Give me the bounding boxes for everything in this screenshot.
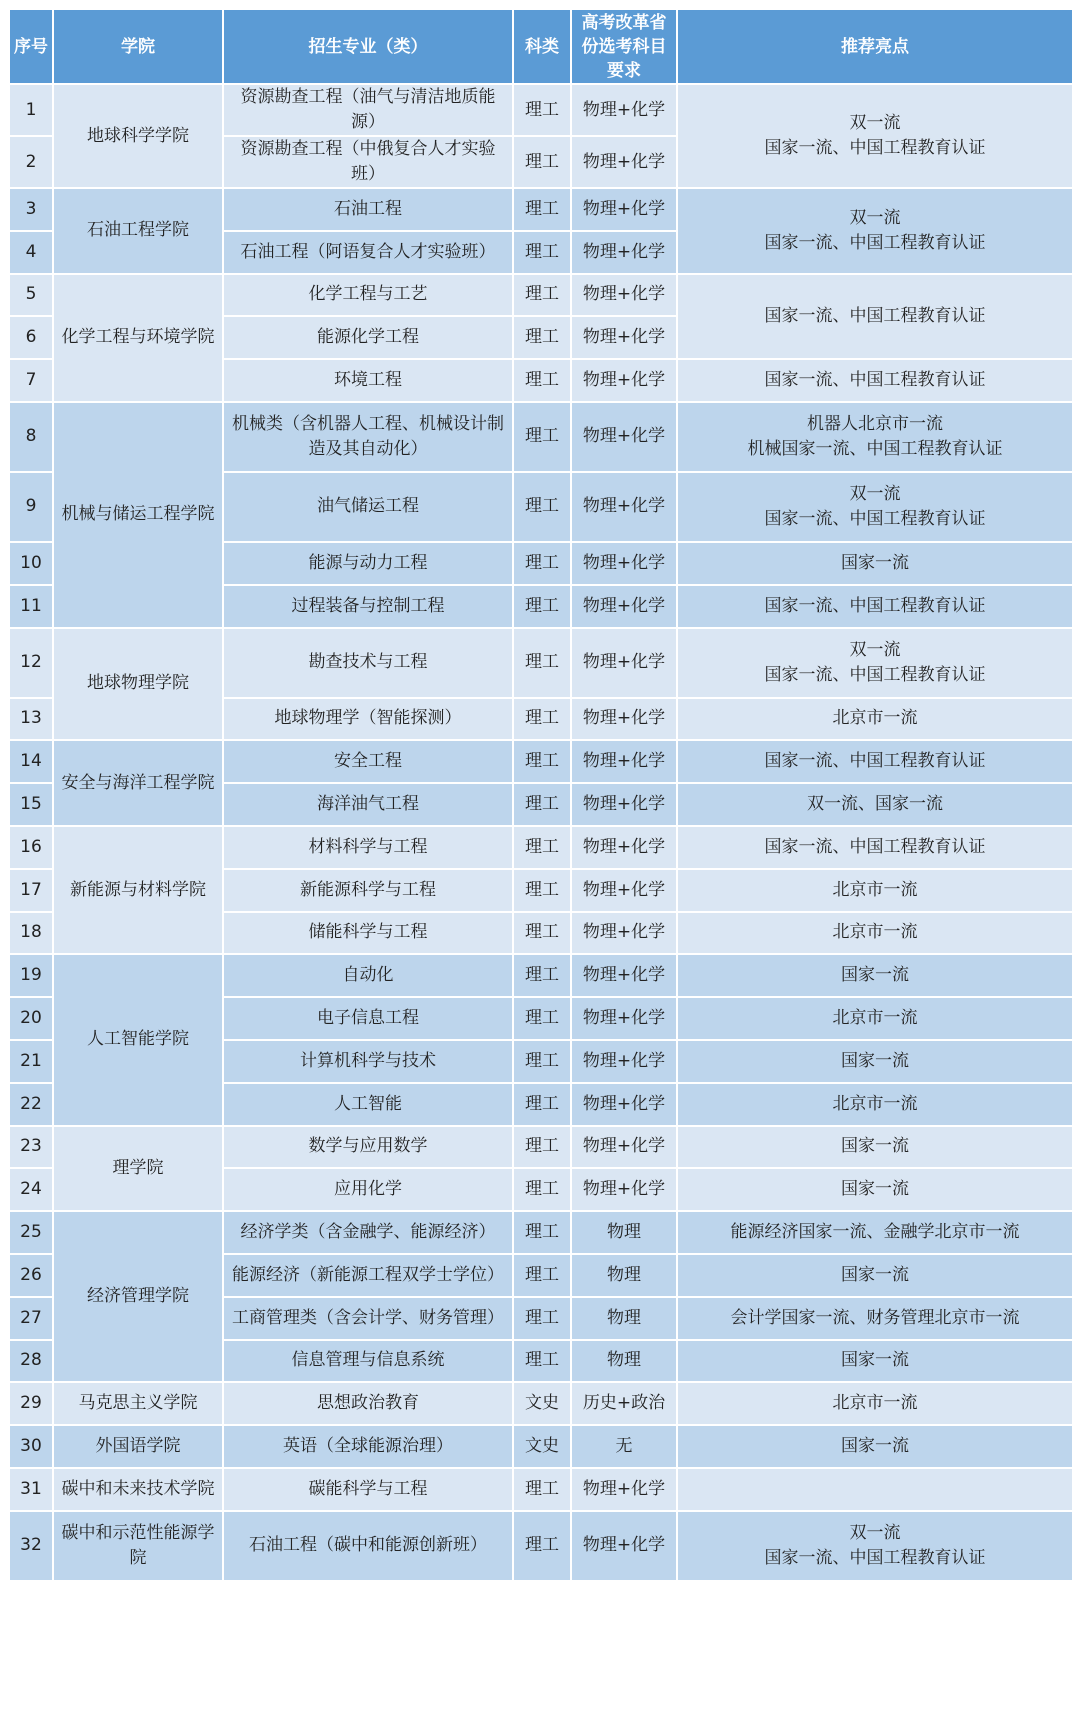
row-number: 3 [9, 188, 53, 231]
subject-requirement: 物理+化学 [571, 84, 677, 136]
category: 理工 [513, 1040, 571, 1083]
category: 文史 [513, 1425, 571, 1468]
highlight: 国家一流 [677, 1126, 1073, 1169]
major-name: 电子信息工程 [223, 997, 513, 1040]
subject-requirement: 物理 [571, 1254, 677, 1297]
category: 理工 [513, 1468, 571, 1511]
category: 理工 [513, 826, 571, 869]
category: 理工 [513, 1340, 571, 1383]
highlight: 双一流、国家一流 [677, 783, 1073, 826]
college-name: 经济管理学院 [53, 1211, 223, 1382]
table-row [9, 740, 1073, 783]
category: 理工 [513, 585, 571, 628]
major-name: 地球物理学（智能探测） [223, 698, 513, 741]
subject-requirement: 物理+化学 [571, 402, 677, 472]
major-name: 思想政治教育 [223, 1382, 513, 1425]
highlight: 双一流 国家一流、中国工程教育认证 [677, 84, 1073, 188]
row-number: 31 [9, 1468, 53, 1511]
major-name: 石油工程 [223, 188, 513, 231]
college-name: 地球物理学院 [53, 628, 223, 741]
category: 理工 [513, 1297, 571, 1340]
highlight: 北京市一流 [677, 1083, 1073, 1126]
college-name: 马克思主义学院 [53, 1382, 223, 1425]
highlight: 双一流 国家一流、中国工程教育认证 [677, 188, 1073, 274]
table-body [9, 84, 1073, 1581]
major-name: 工商管理类（含会计学、财务管理） [223, 1297, 513, 1340]
row-number: 2 [9, 136, 53, 188]
highlight: 北京市一流 [677, 912, 1073, 955]
highlight: 国家一流、中国工程教育认证 [677, 826, 1073, 869]
row-number: 4 [9, 231, 53, 274]
highlight [677, 1468, 1073, 1511]
major-name: 资源勘查工程（中俄复合人才实验班） [223, 136, 513, 188]
subject-requirement: 物理+化学 [571, 585, 677, 628]
category: 理工 [513, 1254, 571, 1297]
subject-requirement: 物理+化学 [571, 472, 677, 542]
highlight: 北京市一流 [677, 869, 1073, 912]
category: 理工 [513, 1511, 571, 1581]
table-row [9, 1382, 1073, 1425]
category: 理工 [513, 359, 571, 402]
category: 理工 [513, 628, 571, 698]
major-name: 材料科学与工程 [223, 826, 513, 869]
row-number: 15 [9, 783, 53, 826]
subject-requirement: 物理+化学 [571, 783, 677, 826]
category: 理工 [513, 698, 571, 741]
category: 理工 [513, 954, 571, 997]
major-name: 资源勘查工程（油气与清洁地质能源） [223, 84, 513, 136]
highlight: 国家一流 [677, 542, 1073, 585]
row-number: 30 [9, 1425, 53, 1468]
table-row [9, 274, 1073, 317]
category: 理工 [513, 472, 571, 542]
major-name: 计算机科学与技术 [223, 1040, 513, 1083]
subject-requirement: 无 [571, 1425, 677, 1468]
table-row [9, 1126, 1073, 1169]
row-number: 18 [9, 912, 53, 955]
row-number: 28 [9, 1340, 53, 1383]
highlight: 北京市一流 [677, 698, 1073, 741]
major-name: 勘查技术与工程 [223, 628, 513, 698]
row-number: 24 [9, 1168, 53, 1211]
category: 理工 [513, 783, 571, 826]
major-name: 机械类（含机器人工程、机械设计制造及其自动化） [223, 402, 513, 472]
major-name: 能源经济（新能源工程双学士学位） [223, 1254, 513, 1297]
category: 理工 [513, 1211, 571, 1254]
row-number: 23 [9, 1126, 53, 1169]
college-name: 碳中和未来技术学院 [53, 1468, 223, 1511]
subject-requirement: 物理+化学 [571, 1468, 677, 1511]
subject-requirement: 物理+化学 [571, 231, 677, 274]
subject-requirement: 物理+化学 [571, 1083, 677, 1126]
major-name: 英语（全球能源治理） [223, 1425, 513, 1468]
header-highlight: 推荐亮点 [677, 9, 1073, 84]
major-name: 人工智能 [223, 1083, 513, 1126]
college-name: 外国语学院 [53, 1425, 223, 1468]
highlight: 会计学国家一流、财务管理北京市一流 [677, 1297, 1073, 1340]
college-name: 人工智能学院 [53, 954, 223, 1125]
college-name: 石油工程学院 [53, 188, 223, 274]
category: 理工 [513, 740, 571, 783]
category: 理工 [513, 1126, 571, 1169]
row-number: 12 [9, 628, 53, 698]
row-number: 10 [9, 542, 53, 585]
category: 理工 [513, 402, 571, 472]
category: 理工 [513, 84, 571, 136]
subject-requirement: 历史+政治 [571, 1382, 677, 1425]
table-row [9, 1468, 1073, 1511]
college-name: 碳中和示范性能源学院 [53, 1511, 223, 1581]
subject-requirement: 物理 [571, 1297, 677, 1340]
header-row [9, 9, 1073, 84]
subject-requirement: 物理+化学 [571, 740, 677, 783]
major-name: 化学工程与工艺 [223, 274, 513, 317]
subject-requirement: 物理+化学 [571, 628, 677, 698]
header-major: 招生专业（类） [223, 9, 513, 84]
highlight: 北京市一流 [677, 997, 1073, 1040]
major-name: 信息管理与信息系统 [223, 1340, 513, 1383]
row-number: 6 [9, 316, 53, 359]
subject-requirement: 物理+化学 [571, 359, 677, 402]
row-number: 1 [9, 84, 53, 136]
major-name: 油气储运工程 [223, 472, 513, 542]
table-row [9, 628, 1073, 698]
highlight: 国家一流 [677, 1168, 1073, 1211]
major-name: 经济学类（含金融学、能源经济） [223, 1211, 513, 1254]
category: 理工 [513, 136, 571, 188]
table-row [9, 188, 1073, 231]
row-number: 19 [9, 954, 53, 997]
major-name: 自动化 [223, 954, 513, 997]
row-number: 7 [9, 359, 53, 402]
table-row [9, 1511, 1073, 1581]
major-name: 石油工程（碳中和能源创新班） [223, 1511, 513, 1581]
table-row [9, 1425, 1073, 1468]
subject-requirement: 物理+化学 [571, 997, 677, 1040]
subject-requirement: 物理+化学 [571, 274, 677, 317]
highlight: 国家一流 [677, 1340, 1073, 1383]
subject-requirement: 物理+化学 [571, 542, 677, 585]
major-name: 数学与应用数学 [223, 1126, 513, 1169]
subject-requirement: 物理+化学 [571, 1511, 677, 1581]
category: 理工 [513, 542, 571, 585]
category: 理工 [513, 274, 571, 317]
category: 理工 [513, 997, 571, 1040]
subject-requirement: 物理+化学 [571, 136, 677, 188]
subject-requirement: 物理+化学 [571, 869, 677, 912]
table-row [9, 826, 1073, 869]
table-row [9, 402, 1073, 472]
header-college: 学院 [53, 9, 223, 84]
college-name: 安全与海洋工程学院 [53, 740, 223, 826]
row-number: 20 [9, 997, 53, 1040]
highlight: 北京市一流 [677, 1382, 1073, 1425]
highlight: 双一流 国家一流、中国工程教育认证 [677, 628, 1073, 698]
category: 理工 [513, 188, 571, 231]
college-name: 理学院 [53, 1126, 223, 1212]
category: 理工 [513, 1168, 571, 1211]
highlight: 能源经济国家一流、金融学北京市一流 [677, 1211, 1073, 1254]
college-name: 地球科学学院 [53, 84, 223, 188]
highlight: 国家一流、中国工程教育认证 [677, 359, 1073, 402]
table-row [9, 84, 1073, 136]
major-name: 能源与动力工程 [223, 542, 513, 585]
subject-requirement: 物理 [571, 1211, 677, 1254]
highlight: 国家一流、中国工程教育认证 [677, 740, 1073, 783]
college-name: 新能源与材料学院 [53, 826, 223, 954]
table-row [9, 954, 1073, 997]
row-number: 21 [9, 1040, 53, 1083]
row-number: 11 [9, 585, 53, 628]
highlight: 国家一流、中国工程教育认证 [677, 274, 1073, 360]
highlight: 机器人北京市一流 机械国家一流、中国工程教育认证 [677, 402, 1073, 472]
header-category: 科类 [513, 9, 571, 84]
highlight: 国家一流、中国工程教育认证 [677, 585, 1073, 628]
major-name: 环境工程 [223, 359, 513, 402]
highlight: 国家一流 [677, 954, 1073, 997]
admissions-table [8, 8, 1074, 1582]
category: 理工 [513, 869, 571, 912]
subject-requirement: 物理+化学 [571, 826, 677, 869]
subject-requirement: 物理+化学 [571, 188, 677, 231]
highlight: 国家一流 [677, 1040, 1073, 1083]
category: 理工 [513, 316, 571, 359]
table-row [9, 1211, 1073, 1254]
row-number: 14 [9, 740, 53, 783]
category: 理工 [513, 231, 571, 274]
category: 理工 [513, 912, 571, 955]
header-no: 序号 [9, 9, 53, 84]
college-name: 机械与储运工程学院 [53, 402, 223, 628]
subject-requirement: 物理+化学 [571, 1126, 677, 1169]
highlight: 双一流 国家一流、中国工程教育认证 [677, 472, 1073, 542]
row-number: 8 [9, 402, 53, 472]
row-number: 16 [9, 826, 53, 869]
major-name: 过程装备与控制工程 [223, 585, 513, 628]
major-name: 储能科学与工程 [223, 912, 513, 955]
major-name: 石油工程（阿语复合人才实验班） [223, 231, 513, 274]
header-requirement: 高考改革省份选考科目要求 [571, 9, 677, 84]
highlight: 国家一流 [677, 1254, 1073, 1297]
college-name: 化学工程与环境学院 [53, 274, 223, 402]
highlight: 双一流 国家一流、中国工程教育认证 [677, 1511, 1073, 1581]
row-number: 27 [9, 1297, 53, 1340]
subject-requirement: 物理+化学 [571, 954, 677, 997]
row-number: 13 [9, 698, 53, 741]
major-name: 海洋油气工程 [223, 783, 513, 826]
row-number: 29 [9, 1382, 53, 1425]
row-number: 32 [9, 1511, 53, 1581]
major-name: 应用化学 [223, 1168, 513, 1211]
category: 理工 [513, 1083, 571, 1126]
row-number: 26 [9, 1254, 53, 1297]
subject-requirement: 物理+化学 [571, 912, 677, 955]
subject-requirement: 物理+化学 [571, 1040, 677, 1083]
row-number: 22 [9, 1083, 53, 1126]
major-name: 碳能科学与工程 [223, 1468, 513, 1511]
subject-requirement: 物理 [571, 1340, 677, 1383]
major-name: 能源化学工程 [223, 316, 513, 359]
major-name: 安全工程 [223, 740, 513, 783]
row-number: 9 [9, 472, 53, 542]
highlight: 国家一流 [677, 1425, 1073, 1468]
subject-requirement: 物理+化学 [571, 1168, 677, 1211]
category: 文史 [513, 1382, 571, 1425]
watermark: 高考直通车 [940, 1670, 1051, 1695]
row-number: 5 [9, 274, 53, 317]
subject-requirement: 物理+化学 [571, 316, 677, 359]
row-number: 17 [9, 869, 53, 912]
row-number: 25 [9, 1211, 53, 1254]
subject-requirement: 物理+化学 [571, 698, 677, 741]
major-name: 新能源科学与工程 [223, 869, 513, 912]
